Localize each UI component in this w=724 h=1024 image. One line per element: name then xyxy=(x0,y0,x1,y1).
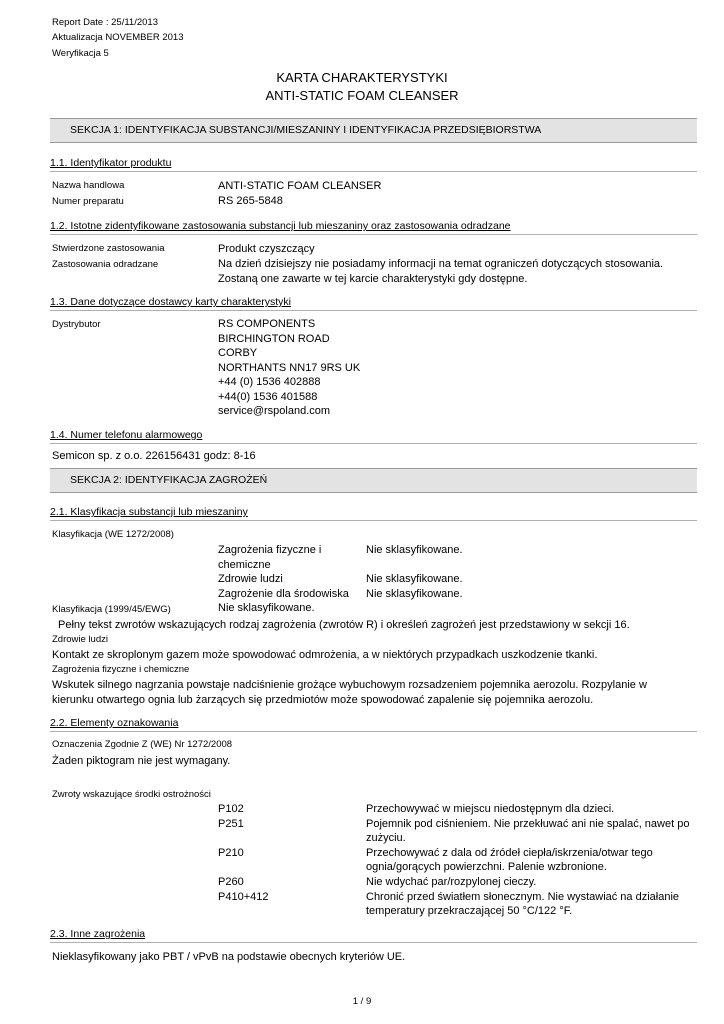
hazard-value: Nie sklasyfikowane. xyxy=(366,588,463,600)
precaution-text: Chronić przed światłem słonecznym. Nie wystawiać na działanie xyxy=(366,891,680,903)
subsection-2-2-title: 2.2. Elementy oznakowania xyxy=(50,717,179,729)
precaution-text: Przechowywać z dala od źródeł ciepła/iskrzenia/otwar tego xyxy=(366,847,653,859)
divider xyxy=(50,520,697,521)
address-line: RS COMPONENTS xyxy=(218,318,316,330)
advised-against-line-2: Zostaną one zawarte w tej karcie charakterystyki gdy dostępne. xyxy=(218,273,528,285)
address-line: CORBY xyxy=(218,347,258,359)
precaution-text: Pojemnik pod ciśnieniem. Nie przekłuwać ani nie spalać, nawet po xyxy=(366,818,690,830)
product-no-value: RS 265-5848 xyxy=(218,195,283,207)
document-title: KARTA CHARAKTERYSTYKI xyxy=(276,70,448,85)
precaution-text: ognia/gorących powierzchni. Palenie wzbronione. xyxy=(366,861,607,873)
precaution-text: zużyciu. xyxy=(366,832,406,844)
trade-name-label: Nazwa handlowa xyxy=(52,180,125,191)
identified-uses-label: Stwierdzone zastosowania xyxy=(52,243,165,254)
section-1-header xyxy=(50,118,697,143)
precaution-text: Nie wdychać par/rozpylonej cieczy. xyxy=(366,876,537,888)
advised-against-label: Zastosowania odradzane xyxy=(52,259,159,270)
subsection-2-1-title: 2.1. Klasyfikacja substancji lub mieszaniny xyxy=(50,506,248,518)
hazard-value: Nie sklasyfikowane. xyxy=(366,573,463,585)
identified-uses-value: Produkt czyszczący xyxy=(218,243,315,255)
full-text-note: Pełny tekst zwrotów wskazujących rodzaj zagrożenia (zwrotów R) i określeń zagrożeń jest przedstawiony w sekcji 16. xyxy=(58,619,630,631)
section-2-header xyxy=(50,468,697,493)
human-health-label: Zdrowie ludzi xyxy=(52,634,108,645)
phys-chem-line-2: kierunku otwartego ognia lub żarzących się przedmiotów może spowodować zapalenie się pojemnika aerozolu. xyxy=(52,694,594,706)
version: Weryfikacja 5 xyxy=(52,48,109,59)
divider xyxy=(50,310,697,311)
section-2-title: SEKCJA 2: IDENTYFIKACJA ZAGROŻEŃ xyxy=(70,474,268,486)
report-date: Report Date : 25/11/2013 xyxy=(52,17,158,28)
subsection-1-2-title: 1.2. Istotne zidentyfikowane zastosowania substancji lub mieszaniny oraz zastosowania odradzane xyxy=(50,220,511,232)
classification-dir-label: Klasyfikacja (1999/45/EWG) xyxy=(52,604,171,615)
phys-chem-label: Zagrożenia fizyczne i chemiczne xyxy=(52,664,190,675)
address-line: BIRCHINGTON ROAD xyxy=(218,333,330,345)
subsection-1-3-title: 1.3. Dane dotyczące dostawcy karty charakterystyki xyxy=(50,296,292,308)
email-line[interactable]: service@rspoland.com xyxy=(218,405,331,417)
section-1-title: SEKCJA 1: IDENTYFIKACJA SUBSTANCJI/MIESZANINY I IDENTYFIKACJA PRZEDSIĘBIORSTWA xyxy=(70,124,542,136)
update-date: Aktualizacja NOVEMBER 2013 xyxy=(52,32,184,43)
label-ec-label: Oznaczenia Zgodnie Z (WE) Nr 1272/2008 xyxy=(52,739,233,750)
hazard-class: chemiczne xyxy=(218,559,271,571)
phys-chem-line-1: Wskutek silnego nagrzania powstaje nadciśnienie grożące wybuchowym rozsadzeniem pojemnika aerozolu. Rozpylanie w xyxy=(52,679,647,691)
precaution-code: P410+412 xyxy=(218,891,269,903)
divider xyxy=(50,443,697,444)
product-no-label: Numer preparatu xyxy=(52,196,124,207)
distributor-label: Dystrybutor xyxy=(52,319,101,330)
advised-against-line-1: Na dzień dzisiejszy nie posiadamy informacji na temat ograniczeń dotyczących stosowania. xyxy=(218,258,664,270)
fax-line: +44(0) 1536 401588 xyxy=(218,391,318,403)
page-number: 1 / 9 xyxy=(352,996,372,1007)
precaution-text: temperatury przekraczającej 50 °C/122 °F. xyxy=(366,905,573,917)
subsection-2-3-title: 2.3. Inne zagrożenia xyxy=(50,928,146,940)
hazard-value: Nie sklasyfikowane. xyxy=(366,544,463,556)
divider xyxy=(50,171,697,172)
precaution-code: P260 xyxy=(218,876,244,888)
human-health-text: Kontakt ze skroplonym gazem może spowodować odmrożenia, a w niektórych przypadkach uszkodzenie tkanki. xyxy=(52,649,598,661)
divider xyxy=(50,234,697,235)
precaution-text: Przechowywać w miejscu niedostępnym dla dzieci. xyxy=(366,803,615,815)
pictogram-text: Żaden piktogram nie jest wymagany. xyxy=(52,755,231,767)
precaution-code: P210 xyxy=(218,847,244,859)
emergency-phone-text: Semicon sp. z o.o. 226156431 godz: 8-16 xyxy=(52,450,256,462)
phone-line: +44 (0) 1536 402888 xyxy=(218,376,321,388)
precautionary-label: Zwroty wskazujące środki ostrożności xyxy=(52,789,211,800)
product-title: ANTI-STATIC FOAM CLEANSER xyxy=(265,88,459,103)
subsection-1-4-title: 1.4. Numer telefonu alarmowego xyxy=(50,429,203,441)
hazard-class: Zagrożenie dla środowiska xyxy=(218,588,349,600)
divider xyxy=(50,731,697,732)
subsection-1-1-title: 1.1. Identyfikator produktu xyxy=(50,157,172,169)
hazard-class: Zdrowie ludzi xyxy=(218,573,283,585)
precaution-code: P251 xyxy=(218,818,244,830)
trade-name-value: ANTI-STATIC FOAM CLEANSER xyxy=(218,180,382,192)
address-line: NORTHANTS NN17 9RS UK xyxy=(218,362,361,374)
classification-ec-label: Klasyfikacja (WE 1272/2008) xyxy=(52,529,174,540)
classification-dir-value: Nie sklasyfikowane. xyxy=(218,602,315,614)
hazard-class: Zagrożenia fizyczne i xyxy=(218,544,322,556)
other-hazards-text: Nieklasyfikowany jako PBT / vPvB na podstawie obecnych kryteriów UE. xyxy=(52,951,406,963)
precaution-code: P102 xyxy=(218,803,244,815)
divider xyxy=(50,942,697,943)
